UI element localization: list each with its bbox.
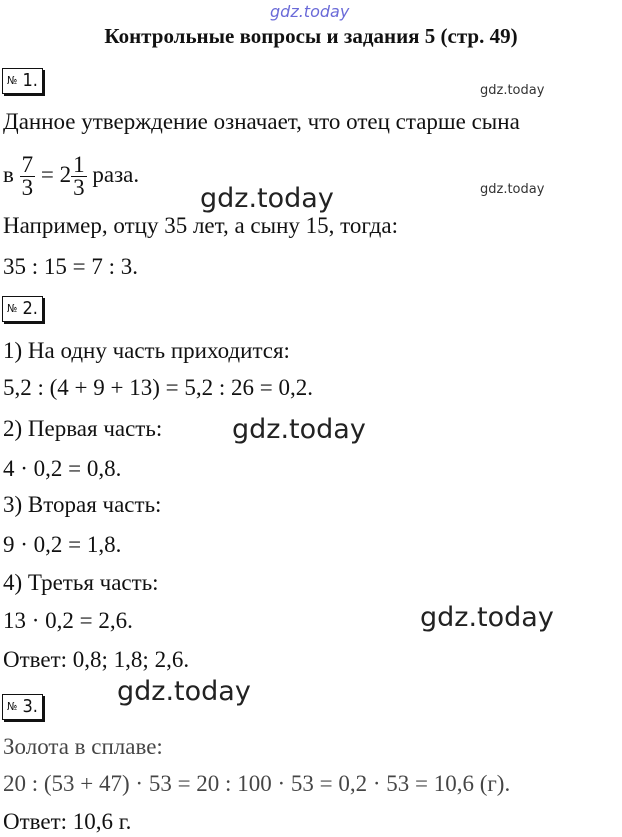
watermark-big: gdz.today (117, 676, 251, 707)
task-number: 3. (22, 696, 38, 717)
task-3-line-1: Золота в сплаве: (3, 734, 163, 759)
task-2-answer: Ответ: 0,8; 1,8; 2,6. (3, 647, 190, 672)
fraction-1-3 (71, 154, 87, 199)
task-3-answer: Ответ: 10,6 г. (3, 809, 132, 834)
task-2-line-3: 2) Первая часть: (3, 416, 163, 441)
task-2-label (2, 296, 43, 322)
task-1-label (2, 68, 43, 94)
fraction-denominator: 3 (21, 175, 34, 201)
watermark-big: gdz.today (420, 602, 554, 633)
fraction-7-3 (20, 154, 36, 199)
task-1-line-2 (3, 150, 139, 200)
page-title: Контрольные вопросы и задания 5 (стр. 49) (104, 24, 518, 48)
task-3-line-2: 20 : (53 + 47) · 53 = 20 : 100 · 53 = 0,2 · 53 = 10,6 (г). (3, 771, 511, 796)
number-sign: № (7, 302, 18, 315)
task-number: 2. (22, 298, 38, 319)
text-prefix: в (3, 162, 14, 187)
number-sign: № (7, 74, 18, 87)
number-sign: № (7, 700, 18, 713)
task-number: 1. (22, 70, 38, 91)
fraction-numerator: 1 (73, 152, 85, 178)
task-2-line-1: 1) На одну часть приходится: (3, 338, 290, 363)
task-1-line-3: Например, отцу 35 лет, а сыну 15, тогда: (3, 213, 398, 238)
task-2-line-6: 9 · 0,2 = 1,8. (3, 532, 122, 557)
watermark-small: gdz.today (480, 83, 545, 98)
task-1-line-4: 35 : 15 = 7 : 3. (3, 254, 139, 279)
watermark-small: gdz.today (480, 182, 545, 197)
watermark-top: gdz.today (270, 2, 350, 21)
task-3-label (2, 694, 43, 720)
task-2-line-5: 3) Вторая часть: (3, 492, 162, 517)
task-2-line-8: 13 · 0,2 = 2,6. (3, 608, 133, 633)
equals-text: = 2 (40, 162, 72, 187)
fraction-numerator: 7 (21, 152, 34, 178)
task-2-line-2: 5,2 : (4 + 9 + 13) = 5,2 : 26 = 0,2. (3, 375, 313, 400)
fraction-denominator: 3 (73, 175, 85, 201)
task-1-line-1: Данное утверждение означает, что отец старше сына (3, 109, 520, 134)
watermark-big: gdz.today (200, 183, 334, 214)
text-suffix: раза. (92, 162, 140, 187)
task-2-line-7: 4) Третья часть: (3, 570, 159, 595)
task-2-line-4: 4 · 0,2 = 0,8. (3, 456, 122, 481)
watermark-big: gdz.today (232, 414, 366, 445)
